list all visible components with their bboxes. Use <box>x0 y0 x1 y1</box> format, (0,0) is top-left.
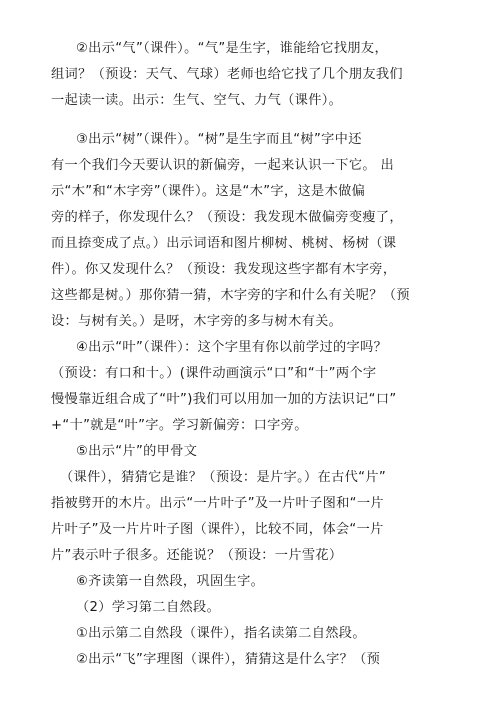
text-line: +“十”就是“叶”字。学习新偏旁：口字旁。 <box>51 418 308 433</box>
text-line: ④出示“叶”（课件）：这个字里有你以前学过的字吗？ <box>76 340 388 355</box>
text-line: 片叶子”及一片片叶子图（课件），比较不同，体会“一片 <box>51 522 384 537</box>
text-line: （课件），猜猜它是谁？（预设：是片字。）在古代“片” <box>60 470 387 485</box>
text-line: （预设：有口和十。）(课件动画演示“口”和“十”两个字 <box>51 366 377 381</box>
text-line: ②出示“气”（课件）。“气”是生字，谁能给它找朋友， <box>76 41 388 56</box>
text-line: ①出示第二自然段（课件），指名读第二自然段。 <box>76 626 366 641</box>
text-line: 这些都是树。）那你猜一猜，木字旁的字和什么有关呢？（预 <box>51 288 410 303</box>
text-line: 一起读一读。出示：生气、空气、力气（课件）。 <box>51 93 343 108</box>
text-line: ③出示“树”（课件）。“树”是生字而且“树”字中还 <box>76 132 362 147</box>
text-line: 而且捺变成了点。）出示词语和图片柳树、桃树、杨树（课 <box>51 236 397 251</box>
text-line: ⑥齐读第一自然段，巩固生字。 <box>76 574 265 589</box>
text-line: 示“木”和“木字旁”（课件）。这是“木”字，这是木做偏 <box>51 184 366 199</box>
text-line: 指被劈开的木片。出示“一片叶子”及一片叶子图和“一片 <box>51 496 384 511</box>
text-line: 有一个我们今天要认识的新偏旁，一起来认识一下它。 出 <box>51 158 394 173</box>
text-line: ⑤出示“片”的甲骨文 <box>76 444 198 459</box>
text-line: 片”表示叶子很多。还能说？（预设：一片雪花） <box>51 548 343 563</box>
text-line: ②出示“飞”字理图（课件），猜猜这是什么字？（预 <box>76 652 381 667</box>
text-line: 慢慢靠近组合成了“叶”)我们可以用加一加的方法识记“口” <box>51 392 397 407</box>
text-line: （2）学习第二自然段。 <box>76 600 221 615</box>
text-line: 件）。你又发现什么？（预设：我发现这些字都有木字旁， <box>51 262 397 277</box>
text-line: 旁的样子，你发现什么？（预设：我发现木做偏旁变瘦了， <box>51 210 403 225</box>
text-line: 设：与树有关。）是呀，木字旁的多与树木有关。 <box>51 314 343 329</box>
text-line: 组词？（预设：天气、气球）老师也给它找了几个朋友我们 <box>51 67 403 82</box>
